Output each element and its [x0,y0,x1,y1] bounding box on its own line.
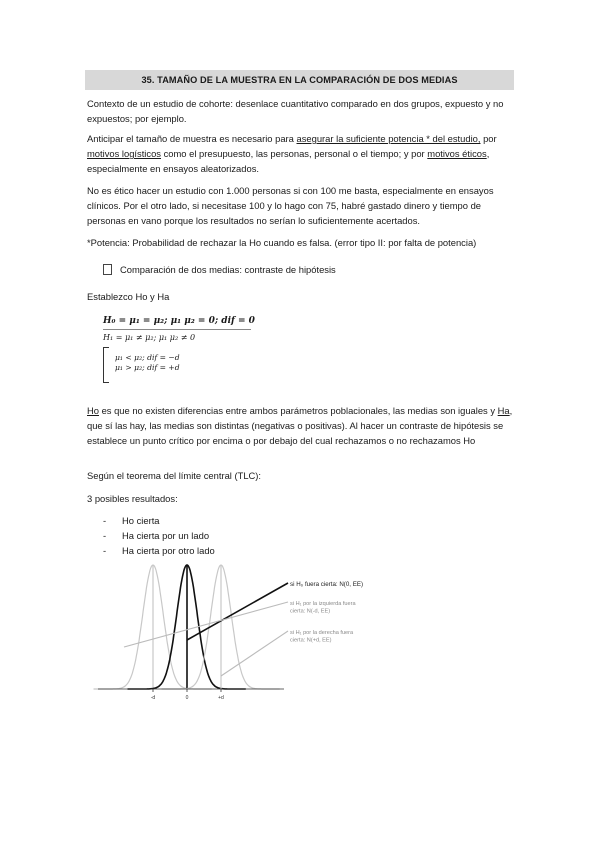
leader-line [221,631,288,676]
text: por [480,133,497,144]
formula-h0: H₀ = μ₁ = μ₂; μ₁ μ₂ = 0; dif = 0 [103,316,255,326]
list-item: - Ha cierta por otro lado [103,545,215,556]
x-tick-label: 0 [185,695,189,701]
paragraph-context: Contexto de un estudio de cohorte: desenlace cuantitativo comparado en dos grupos, expuesto y no expuestos; por ejemplo. [87,98,504,124]
annotation-label: si H₁ por la derecha fuera cierta: N(+d, EE) [290,630,354,644]
hypothesis-formula [103,316,253,383]
bullet-item [103,264,336,275]
x-tick-label: -d [150,695,156,701]
text: , especialmente en ensayos aleatorizados. [87,148,490,174]
list-item: - Ha cierta por un lado [103,530,210,541]
leader-line [187,583,288,640]
paragraph-anticipar [87,131,513,176]
underlined-text: Ha [497,405,510,416]
paragraph-etica: No es ético hacer un estudio con 1.000 personas si con 100 me basta, especialmente en ensayos clínicos. Por el otro lado, si necesitase 100 y lo hago con 75, habré gastado dinero y tiempo de personas en vano porque los resultados no serían lo suficientemente acertados. [87,185,494,226]
underlined-text: asegurar la suficiente potencia * del estudio, [296,133,481,144]
paragraph-tlc: Según el teorema del límite central (TLC): [87,470,262,481]
paragraph-ho-ha [87,403,513,448]
left-brace [103,347,109,383]
list-item-text: Ho cierta [122,515,160,526]
underlined-text: Ho [87,405,99,416]
underlined-text: motivos logísticos [87,148,161,159]
normal-distributions-chart [88,555,438,705]
list-item-text: Ha cierta por un lado [122,530,210,541]
paragraph-resultados: 3 posibles resultados: [87,493,178,504]
checkbox-bullet-icon [103,264,112,275]
paragraph-establezco: Establezco Ho y Ha [87,291,170,302]
formula-h1: H₁ = μ₁ ≠ μ₂; μ₁ μ₂ ≠ 0 [103,333,196,342]
text: es que no existen diferencias entre ambos parámetros poblacionales, las medias son iguales y [98,405,498,416]
leader-line [124,602,288,647]
underlined-text: motivos éticos [427,148,487,159]
paragraph-potencia: *Potencia: Probabilidad de rechazar la Ho cuando es falsa. (error tipo II: por falta de potencia) [87,237,477,248]
formula-cases [103,347,253,383]
results-list [103,513,215,558]
formula-case-right: μ₁ > μ₂; dif = +d [115,363,180,372]
section-title-bar [85,70,514,90]
formula-divider [103,329,251,330]
annotation-label: si H₀ fuera cierta: N(0, EE) [290,581,364,588]
section-title: 35. TAMAÑO DE LA MUESTRA EN LA COMPARACIÓN DE DOS MEDIAS [141,75,458,85]
x-tick-label: +d [218,695,224,701]
list-item: - Ho cierta [103,515,160,526]
text: , que sí las hay, las medias son distintas (negativas o positivas). Al hacer un contraste de hipótesis se establece un punto crítico por encima o por debajo del cual rechazamos o no rechazamos Ho [87,405,513,446]
text: como el presupuesto, las personas, personal o el tiempo; y por [160,148,428,159]
formula-case-left: μ₁ < μ₂; dif = −d [115,353,180,362]
annotation-label: si H₁ por la izquierda fuera cierta: N(-d, EE) [290,601,356,615]
list-item-text: Ha cierta por otro lado [122,545,215,556]
text: Anticipar el tamaño de muestra es necesario para [87,133,297,144]
bullet-text: Comparación de dos medias: contraste de hipótesis [120,264,336,275]
